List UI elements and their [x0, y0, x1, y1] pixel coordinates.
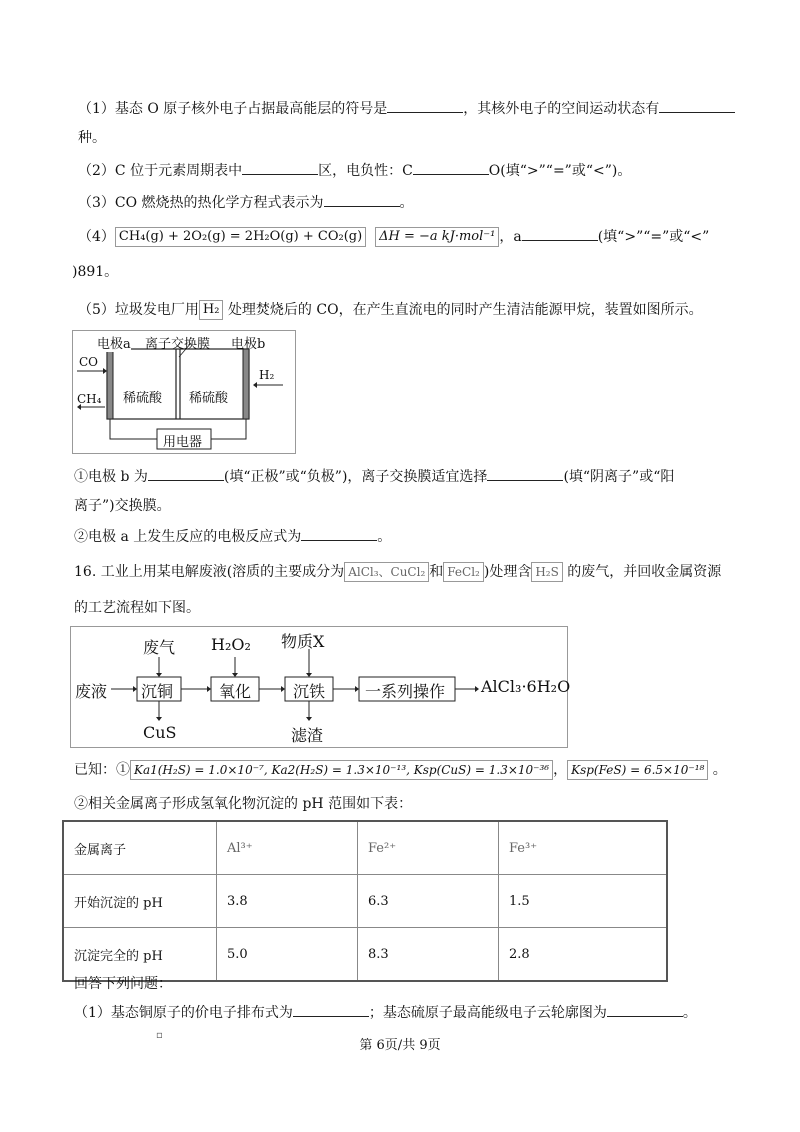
constants-box: Ka1(H₂S) = 1.0×10⁻⁷, Ka2(H₂S) = 1.3×10⁻¹³, Ksp(CuS) = 1.3×10⁻³⁶ [130, 760, 553, 780]
table-cell: 8.3 [358, 928, 499, 982]
byproduct-cus-label: CuS [143, 723, 177, 742]
q15-p1-text-c: 种。 [78, 130, 106, 146]
answer-blank[interactable] [413, 160, 489, 175]
q15-p3-text-b: 。 [399, 195, 414, 211]
q16-intro-text-a: 16. 工业上用某电解废液(溶质的主要成分为 [74, 564, 345, 580]
footer-mark: ▫ [156, 1030, 163, 1041]
h2o2-label: H₂O₂ [211, 635, 251, 654]
answer-blank[interactable] [387, 98, 463, 113]
answer-blank[interactable] [301, 526, 377, 541]
enthalpy-box: ΔH = −a kJ·mol⁻¹ [375, 227, 499, 247]
q16-known-end: 。 [712, 762, 727, 778]
q15-p1-cont [78, 128, 106, 148]
right-solution-label: 稀硫酸 [189, 391, 229, 406]
page-footer [0, 1034, 800, 1053]
q15-part3 [78, 192, 414, 213]
table-cell: 沉淀完全的 pH [63, 928, 217, 982]
table-cell: 5.0 [217, 928, 358, 982]
electrode-b-label: 电极b [231, 337, 266, 352]
cell-diagram [72, 330, 296, 454]
electrode-a-plate [107, 349, 113, 419]
table-cell: 2.8 [499, 928, 668, 982]
q16-intro-and: 和 [429, 564, 444, 580]
answer-blank[interactable] [487, 466, 563, 481]
q16-intro-text-b: )处理含 [483, 564, 532, 580]
q15-p4-text-d: )891。 [72, 264, 119, 280]
step-series-operations: 一系列操作 [365, 682, 446, 701]
q15-p2-text-c: O(填“>”“=”或“<”)。 [488, 163, 632, 179]
q15-part2 [78, 160, 631, 181]
q15-sub1 [74, 466, 674, 487]
q15-sub1-cont [74, 496, 171, 516]
electrode-a-label: 电极a [97, 333, 131, 352]
q15-part5 [78, 300, 703, 320]
step-iron-precipitation: 沉铁 [293, 682, 326, 701]
equation-box: CH₄(g) + 2O₂(g) = 2H₂O(g) + CO₂(g) [115, 227, 366, 247]
q15-sub2 [74, 526, 391, 547]
table-header-row [63, 821, 667, 875]
answer-blank[interactable] [659, 98, 735, 113]
left-solution-label: 稀硫酸 [123, 391, 163, 406]
q15-p1-text-a: （1）基态 O 原子核外电子占据最高能层的符号是 [78, 101, 388, 117]
fecl2-box: FeCl₂ [443, 562, 484, 582]
q15-p2-text-b: 区，电负性：C [318, 163, 413, 179]
q15-part1 [78, 98, 735, 119]
q15-p4-text-a: （4） [78, 229, 115, 245]
table-cell: 3.8 [217, 875, 358, 928]
answer-blank[interactable] [607, 1002, 683, 1017]
q15-sub2-text-b: 。 [377, 529, 392, 545]
substance-x-label: 物质X [281, 632, 325, 651]
answer-blank[interactable] [242, 160, 318, 175]
q15-sub2-text-a: ②电极 a 上发生反应的电极反应式为 [74, 529, 302, 545]
q16-known2-text: ②相关金属离子形成氢氧化物沉淀的 pH 范围如下表： [74, 796, 413, 812]
q15-p1-text-b: ，其核外电子的空间运动状态有 [463, 101, 660, 117]
q15-p5-text-a: （5）垃圾发电厂用 [78, 302, 199, 318]
q15-sub1-text-b: (填“正极”或“负极”)，离子交换膜适宜选择 [223, 469, 488, 485]
q16-known1 [74, 760, 727, 780]
q16-intro-text-d: 的工艺流程如下图。 [74, 600, 200, 616]
ph-table [62, 820, 668, 982]
q16-known-text-a: 已知：① [74, 762, 130, 778]
table-header-cell: Fe²⁺ [358, 821, 499, 875]
process-flow-diagram [70, 626, 571, 748]
co-input-label: CO [79, 355, 99, 369]
table-row [63, 875, 667, 928]
q15-part4 [78, 226, 709, 247]
q15-p2-text-a: （2）C 位于元素周期表中 [78, 163, 243, 179]
q15-p4-text-b: ，a [499, 229, 522, 245]
waste-liquid-label: 废液 [75, 682, 108, 701]
product-label: AlCl₃·6H₂O [481, 677, 571, 696]
solute-box: AlCl₃、CuCl₂ [344, 562, 429, 582]
table-cell: 开始沉淀的 pH [63, 875, 217, 928]
table-cell: 1.5 [499, 875, 668, 928]
q16-part1 [74, 1002, 697, 1023]
electrode-b-plate [243, 349, 249, 419]
q15-sub1-text-d: 离子”)交换膜。 [74, 498, 171, 514]
load-label: 用电器 [163, 435, 203, 450]
answer-blank[interactable] [148, 466, 224, 481]
table-row [63, 928, 667, 982]
waste-gas-label: 废气 [143, 638, 176, 657]
q16-intro-text-c: 的废气，并回收金属资源 [567, 564, 722, 580]
ch4-output-label: CH₄ [77, 392, 102, 406]
q15-p4-text-c: (填“>”“=”或“<” [597, 229, 710, 245]
h2-input-label: H₂ [259, 368, 275, 382]
h2-box: H₂ [199, 300, 224, 320]
q16-q1-text-c: 。 [682, 1005, 697, 1021]
table-cell: 6.3 [358, 875, 499, 928]
page-number: 第 6页/共 9页 [359, 1038, 441, 1053]
table-header-cell: 金属离子 [63, 821, 217, 875]
table-header-cell: Fe³⁺ [499, 821, 668, 875]
q16-known2 [74, 794, 412, 814]
answer-intro-text: 回答下列问题： [74, 976, 172, 992]
answer-blank[interactable] [324, 192, 400, 207]
q15-sub1-text-a: ①电极 b 为 [74, 469, 148, 485]
q16-intro-cont [74, 598, 200, 618]
q15-sub1-text-c: (填“阴离子”或“阳 [563, 469, 675, 485]
q15-p5-text-b: 处理焚烧后的 CO，在产生直流电的同时产生清洁能源甲烷，装置如图所示。 [227, 302, 703, 318]
answer-blank[interactable] [293, 1002, 369, 1017]
q16-intro [74, 562, 721, 582]
step-copper-precipitation: 沉铜 [141, 682, 174, 701]
q16-known-comma: ， [553, 762, 568, 778]
q16-q1-text-b: ；基态硫原子最高能级电子云轮廓图为 [368, 1005, 607, 1021]
q16-q1-text-a: （1）基态铜原子的价电子排布式为 [74, 1005, 293, 1021]
h2s-box: H₂S [531, 562, 563, 582]
q15-p4-cont [72, 262, 118, 282]
table-header-cell: Al³⁺ [217, 821, 358, 875]
answer-blank[interactable] [522, 226, 598, 241]
ksp-fes-box: Ksp(FeS) = 6.5×10⁻¹⁸ [567, 760, 708, 780]
step-oxidation: 氧化 [219, 682, 252, 701]
q15-p3-text-a: （3）CO 燃烧热的热化学方程式表示为 [78, 195, 324, 211]
answer-intro [74, 974, 172, 994]
membrane-label: 离子交换膜 [145, 337, 211, 352]
byproduct-filter-residue-label: 滤渣 [291, 726, 324, 745]
